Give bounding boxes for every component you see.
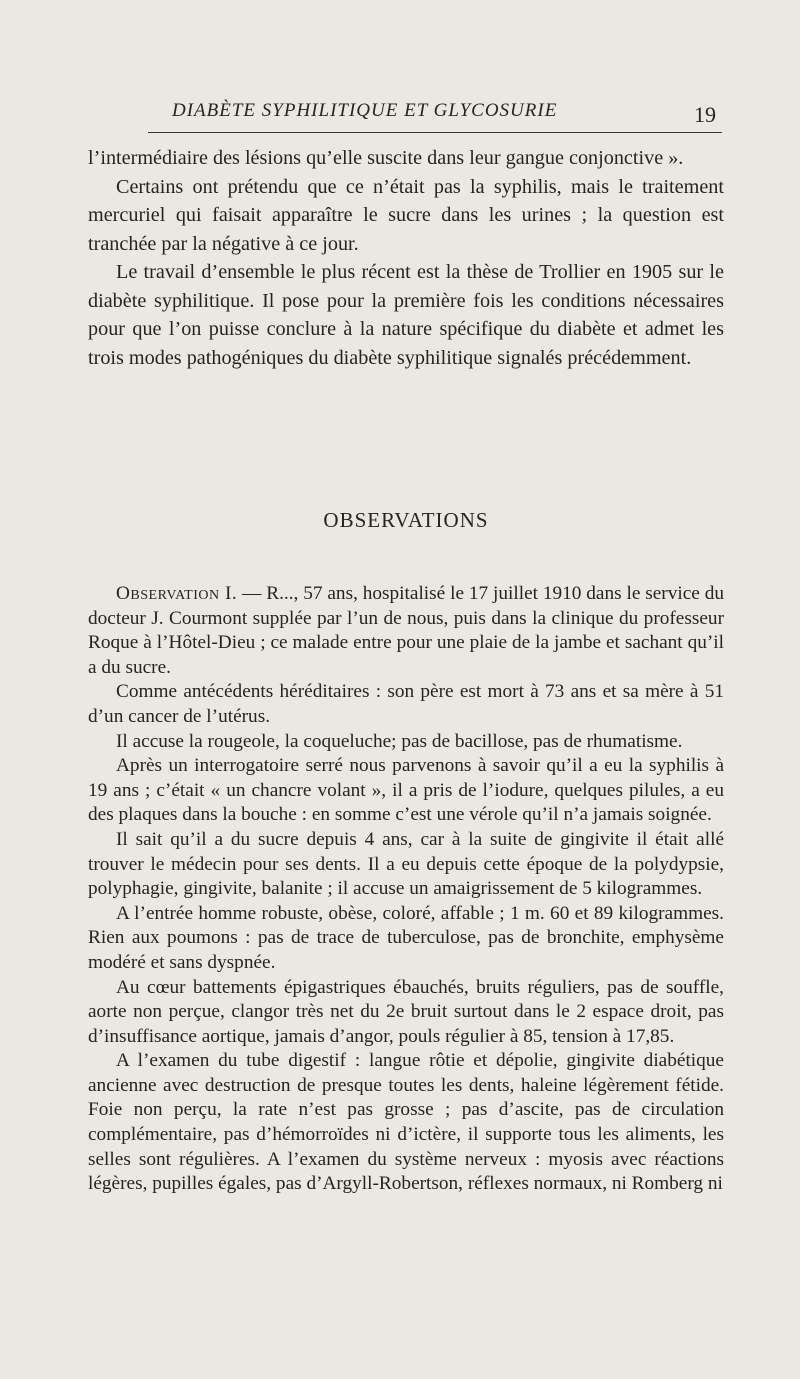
- paragraph: Il accuse la rougeole, la coqueluche; pas de bacillose, pas de rhumatisme.: [116, 730, 683, 752]
- header-rule: [148, 132, 722, 133]
- paragraph: Il sait qu’il a du sucre depuis 4 ans, car à la suite de gingivite il était allé trouver le médecin pour ses dents. Il a eu depuis cette époque de la polydypsie, polyphagie, gingivite, balanite ; il accuse un amaigrissement de 5 kilogrammes.: [88, 828, 724, 900]
- observation-text: [88, 582, 724, 1197]
- paragraph: Au cœur battements épigastriques ébauchés, bruits réguliers, pas de souffle, aorte non perçue, clangor très net du 2e bruit surtout dans le 2 espace droit, pas d’insuffisance aortique, jamais d’angor, pouls régulier à 85, tension à 17,85.: [88, 976, 724, 1047]
- paragraph: A l’entrée homme robuste, obèse, coloré, affable ; 1 m. 60 et 89 kilogrammes. Rien aux poumons : pas de trace de tuberculose, pas de bronchite, emphysème modéré et sans dyspnée.: [88, 902, 724, 973]
- page-number: 19: [694, 102, 716, 127]
- paragraph: [88, 582, 724, 680]
- observation-label: Observation I.: [116, 583, 238, 604]
- paragraph: Comme antécédents héréditaires : son père est mort à 73 ans et sa mère à 51 d’un cancer de l’utérus.: [88, 681, 724, 727]
- paragraph: Certains ont prétendu que ce n’était pas la syphilis, mais le traitement mercuriel qui faisait apparaître le sucre dans les urines ; la question est tranchée par la négative à ce jour.: [88, 175, 724, 255]
- running-title: DIABÈTE SYPHILITIQUE ET GLYCOSURIE: [172, 100, 558, 121]
- paragraph: Après un interrogatoire serré nous parvenons à savoir qu’il a eu la syphilis à 19 ans ; c’était « un chancre volant », il a pris de l’iodure, quelques pilules, a eu des plaques dans la bouche : en somme c’est une vérole qu’il n’a jamais soignée.: [88, 755, 724, 826]
- section-heading: OBSERVATIONS: [323, 508, 489, 532]
- paragraph: l’intermédiaire des lésions qu’elle suscite dans leur gangue conjonctive ».: [88, 147, 684, 169]
- paragraph: A l’examen du tube digestif : langue rôtie et dépolie, gingivite diabétique ancienne avec destruction de presque toutes les dents, haleine légèrement fétide. Foie non perçu, la rate n’est pas grosse ; pas d’ascite, pas de circulation complémentaire, pas d’hémorroïdes ni d’ictère, il supporte tous les aliments, les selles sont régulières. A l’examen du système nerveux : myosis avec réactions légères, pupilles égales, pas d’Argyll-Robertson, réflexes normaux, ni Romberg ni: [88, 1050, 724, 1195]
- intro-text: [88, 144, 724, 372]
- running-header: [148, 98, 722, 132]
- paragraph: Le travail d’ensemble le plus récent est la thèse de Trollier en 1905 sur le diabète syphilitique. Il pose pour la première fois les conditions nécessaires pour que l’on puisse conclure à la nature spécifique du diabète et admet les trois modes pathogéniques du diabète syphilitique signalés précédemment.: [88, 261, 724, 369]
- observation-intro: — R..., 57 ans, hospitalisé le 17 juillet 1910 dans le service du docteur J. Courmont supplée par l’un de nous, puis dans la clinique du professeur Roque à l’Hôtel-Dieu ; ce malade entre pour une plaie de la jambe et sachant qu’il a du sucre.: [88, 583, 724, 678]
